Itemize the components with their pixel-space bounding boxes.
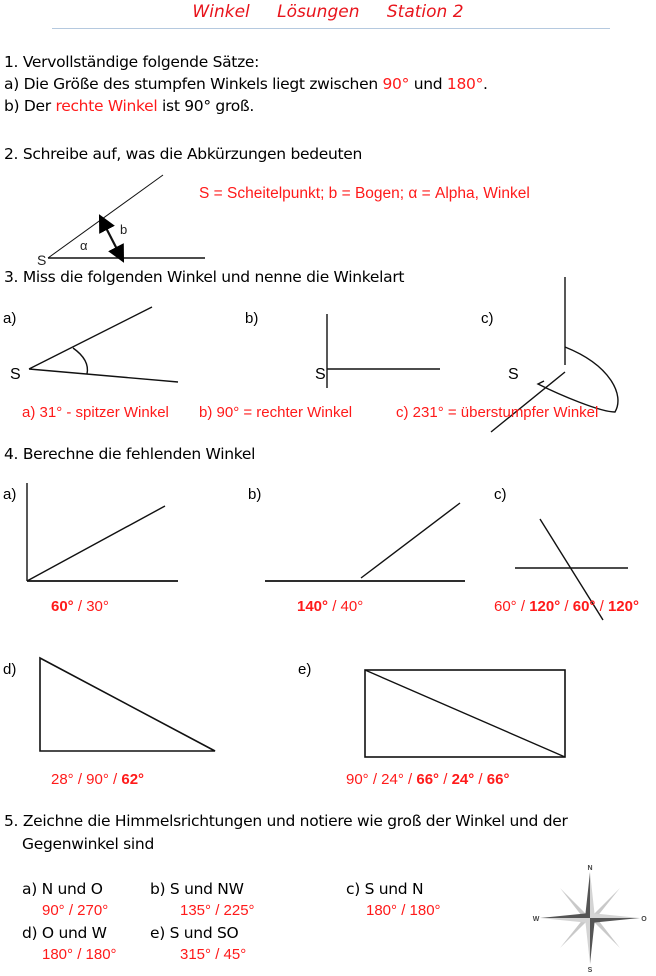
title-topic: Winkel (192, 2, 250, 22)
q5-heading-line2: Gegenwinkel sind (22, 835, 154, 853)
q5-item-e-answer: 315° / 45° (180, 946, 247, 963)
answer-part: 120° (529, 598, 561, 615)
compass-north-label: N (587, 865, 593, 872)
q3a-vertex-label: S (10, 366, 21, 383)
q1-a-text: a) Die Größe des stumpfen Winkels liegt zwischen (4, 75, 383, 93)
q3b-vertex-label: S (315, 366, 326, 383)
q1-b-text: b) Der (4, 97, 56, 115)
answer-part: 60° (572, 598, 596, 615)
answer-part: / 40° (328, 598, 364, 615)
q2-label-s: S (37, 252, 47, 268)
q3b-angle-figure (327, 314, 440, 388)
q2-label-alpha: α (80, 238, 88, 253)
q3c-vertex-label: S (508, 366, 519, 383)
q3-answer-b: b) 90° = rechter Winkel (199, 404, 353, 421)
q5-item-a-answer: 90° / 270° (42, 902, 109, 919)
q1-b-answer: rechte Winkel (55, 97, 158, 115)
compass-east-label: O (641, 916, 647, 923)
q4-label-b: b) (248, 486, 262, 503)
q5-item-b-answer: 135° / 225° (180, 902, 255, 919)
q4-answer-d (51, 771, 144, 788)
q4-label-d: d) (3, 661, 17, 678)
q5-item-c-label: c) S und N (346, 880, 424, 898)
q2-angle-figure (48, 175, 205, 258)
q5-item-d-label: d) O und W (22, 924, 107, 942)
q4-answer-a (51, 598, 109, 615)
answer-part: / 30° (73, 598, 109, 615)
answer-part: 66° (486, 771, 510, 788)
q3a-angle-figure (29, 307, 178, 382)
q5-item-b-label: b) S und NW (150, 880, 244, 898)
answer-part: 28° / 90° / (51, 771, 122, 788)
answer-part: 24° (451, 771, 475, 788)
q1-a-answer-1: 90° (382, 75, 410, 93)
q3-answer-a: a) 31° - spitzer Winkel (22, 404, 169, 421)
answer-part: 66° (416, 771, 440, 788)
q3-label-b: b) (245, 310, 259, 327)
answer-part: 140° (297, 598, 329, 615)
answer-part: 90° / 24° / (346, 771, 417, 788)
q1-heading: 1. Vervollständige folgende Sätze: (4, 53, 260, 71)
q4-label-a: a) (3, 486, 17, 503)
answer-part: 120° (607, 598, 639, 615)
q3-answer-c: c) 231° = überstumpfer Winkel (396, 404, 599, 421)
q4e-rectangle (365, 670, 565, 757)
answer-part: / (474, 771, 487, 788)
q4-label-e: e) (298, 661, 312, 678)
q5-item-d-answer: 180° / 180° (42, 946, 117, 963)
q4d-triangle (40, 658, 215, 751)
q2-heading: 2. Schreibe auf, was die Abkürzungen bedeuten (4, 145, 363, 163)
answer-part: / (439, 771, 452, 788)
q5-item-c-answer: 180° / 180° (366, 902, 441, 919)
title-type: Lösungen (277, 2, 360, 22)
compass-south-label: S (587, 967, 593, 974)
answer-part: / (595, 598, 608, 615)
q3-label-a: a) (3, 310, 17, 327)
compass-west-label: W (532, 916, 540, 923)
q4b-figure (265, 503, 465, 581)
q4-heading: 4. Berechne die fehlenden Winkel (4, 445, 256, 463)
q1-a-suffix: . (483, 75, 488, 93)
q4-answer-e (346, 771, 509, 788)
q1-a-mid: und (409, 75, 447, 93)
q2-label-b: b (120, 222, 128, 237)
title-station: Station 2 (386, 2, 464, 22)
answer-part: / (560, 598, 573, 615)
q2-answer: S = Scheitelpunkt; b = Bogen; α = Alpha, Winkel (199, 185, 530, 202)
q1-a-answer-2: 180° (446, 75, 484, 93)
q5-item-e-label: e) S und SO (150, 924, 239, 942)
q4-label-c: c) (494, 486, 507, 503)
answer-part: 62° (121, 771, 145, 788)
q4a-figure (27, 483, 178, 581)
q1-b-suffix: ist 90° groß. (157, 97, 254, 115)
compass-rose-icon (530, 862, 650, 974)
q3-heading: 3. Miss die folgenden Winkel und nenne die Winkelart (4, 268, 405, 286)
q4-answer-b (297, 598, 363, 615)
q3-label-c: c) (481, 310, 494, 327)
answer-part: 60° (51, 598, 74, 615)
answer-part: 60° / (494, 598, 530, 615)
q5-item-a-label: a) N und O (22, 880, 103, 898)
q5-heading-line1: 5. Zeichne die Himmelsrichtungen und notiere wie groß der Winkel und der (4, 812, 568, 830)
q4-answer-c (494, 598, 639, 615)
